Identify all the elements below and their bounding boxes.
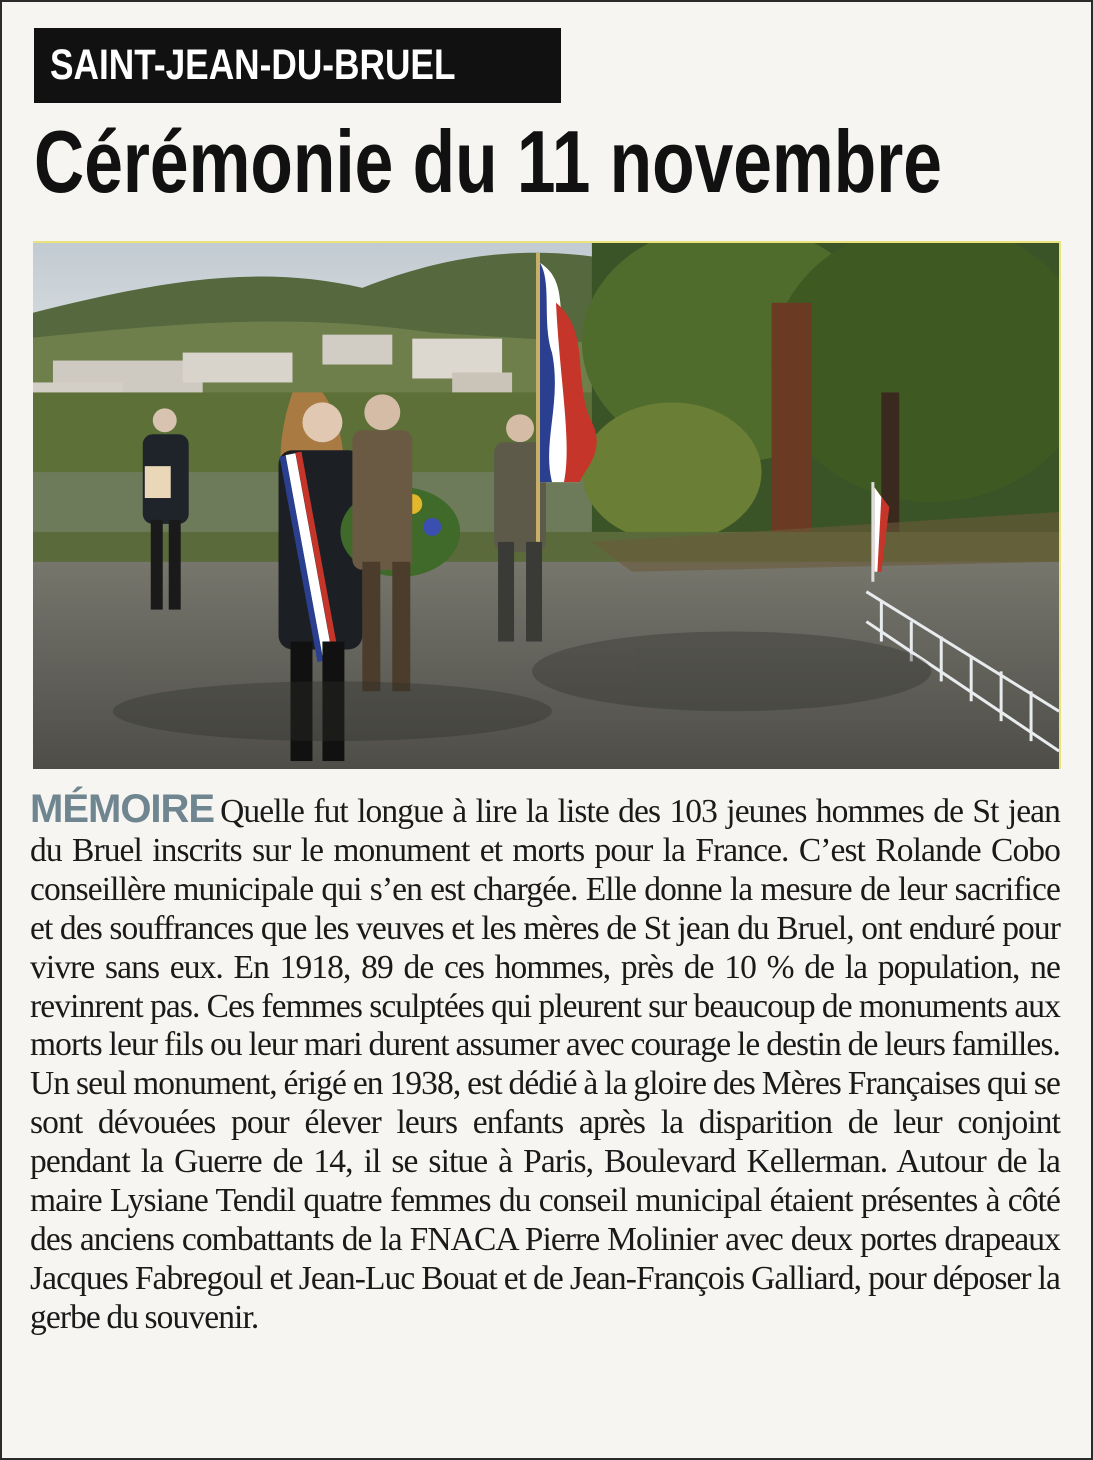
section-kicker bbox=[34, 28, 561, 103]
tree-trunk bbox=[772, 303, 812, 542]
article-body bbox=[30, 787, 1060, 1338]
kicker-text: SAINT-JEAN-DU-BRUEL bbox=[50, 41, 456, 89]
headline: Cérémonie du 11 novembre bbox=[34, 112, 942, 211]
lead-word: MÉMOIRE bbox=[30, 787, 215, 831]
article-text: Quelle fut longue à lire la liste des 103 jeunes hommes de St jean du Bruel inscrits sur le monument et morts pour la France. C’est Rolande Cobo conseillère municipale qui s’en est chargée. Elle donne la mesure de leur sacrifice et des souffrances que les veuves et les mères de St jean du Bruel, ont enduré pour vivre sans eux. En 1918, 89 de ces hommes, près de 10 % de la population, ne revinrent pas. Ces femmes sculptées qui pleurent sur beaucoup de monuments aux morts leur fils ou leur mari durent assumer avec courage le destin de leurs familles. Un seul monument, érigé en 1938, est dédié à la gloire des Mères Françaises qui se sont dévouées pour élever leurs enfants après la disparition de leur conjoint pendant la Guerre de 14, il se situe à Paris, Boulevard Kellerman. Autour de la maire Lysiane Tendil quatre femmes du conseil municipal étaient présentes à côté des anciens combattants de la FNACA Pierre Molinier avec deux portes drapeaux Jacques Fabregoul et Jean-Luc Bouat et de Jean-François Galliard, pour déposer la gerbe du souvenir. bbox=[30, 793, 1060, 1336]
ceremony-photo-illustration bbox=[33, 243, 1059, 769]
ceremony-photo bbox=[33, 241, 1061, 769]
